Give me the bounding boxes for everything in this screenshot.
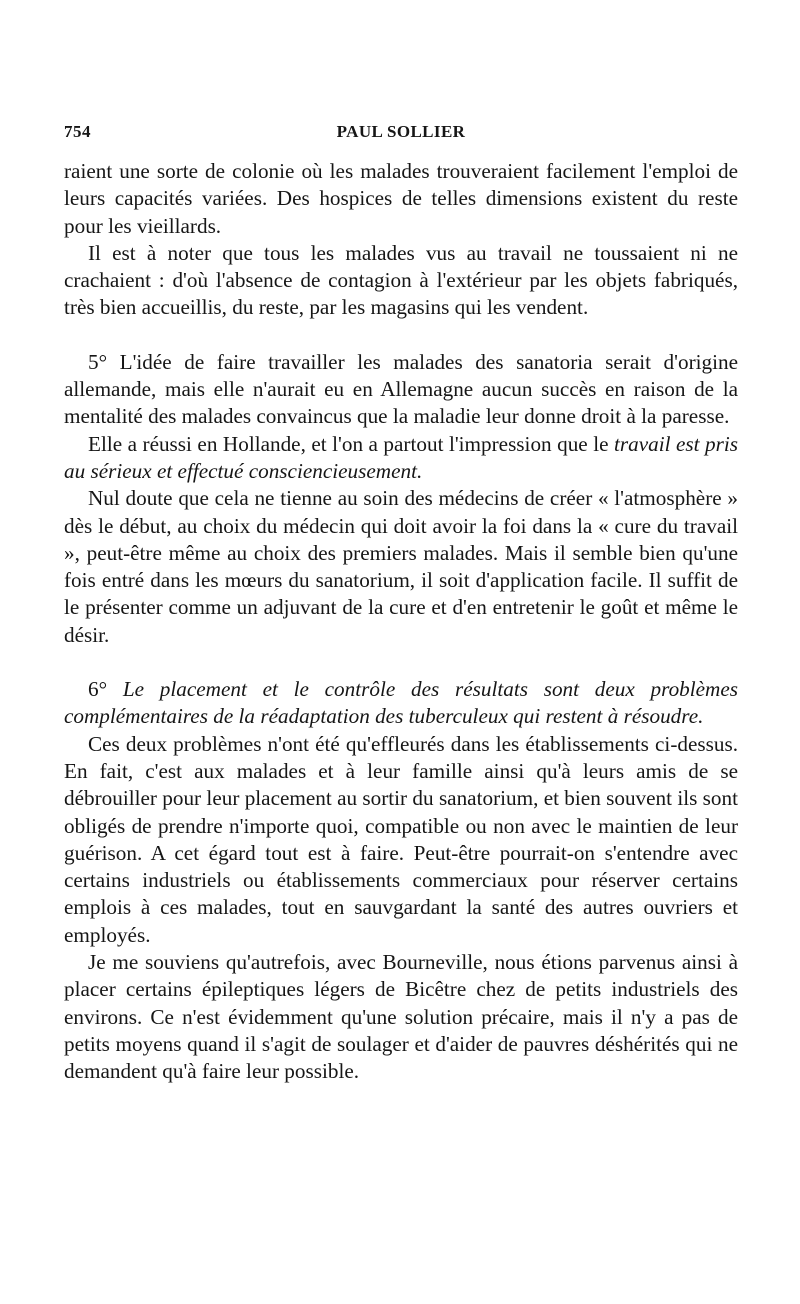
section-gap [64,322,738,349]
paragraph-holland [64,431,738,486]
holland-lead-text: Elle a réussi en Hollande, et l'on a partout l'impression que le [88,431,609,456]
paragraph-section-5: 5° L'idée de faire travailler les malades des sanatoria serait d'origine allemande, mais elle n'aurait eu en Allemagne aucun succès en raison de la mentalité des malades convaincus que la maladie leur donne droit à la paresse. [64,349,738,429]
body-text [64,158,738,1086]
running-title: PAUL SOLLIER [336,122,466,141]
paragraph-continued: raient une sorte de colonie où les malades trouveraient facilement l'emploi de leurs capacités variées. Des hospices de telles dimensions existent du reste pour les vieillards. [64,159,738,238]
section-6-number: 6° [88,677,108,702]
running-head [64,122,738,146]
paragraph-section-6-heading [64,676,738,731]
holland-italic-text: travail est pris au sérieux et effectué consciencieusement. [64,431,738,483]
paragraph-bourneville: Je me souviens qu'autrefois, avec Bourneville, nous étions parvenus ainsi à placer certains épileptiques légers de Bicêtre chez de petits industriels des environs. Ce n'est évidemment qu'une solution précaire, mais il n'y a pas de petits moyens quand il s'agit de soulager et d'aider de pauvres déshérités qui ne demandent qu'à faire leur possible. [64,950,738,1084]
paragraph-contagion: Il est à noter que tous les malades vus au travail ne toussaient ni ne crachaient : d'où l'absence de contagion à l'extérieur par les objets fabriqués, très bien accueillis, du reste, par les magasins qui les vendent. [64,240,738,320]
paragraph-atmosphere: Nul doute que cela ne tienne au soin des médecins de créer « l'atmosphère » dès le début, au choix du médecin qui doit avoir la foi dans la « cure du travail », peut-être même au choix des premiers malades. Mais il semble bien qu'une fois entré dans les mœurs du sanatorium, il soit d'application facile. Il suffit de le présenter comme un adjuvant de la cure et d'en entretenir le goût et même le désir. [64,486,738,647]
paragraph-placement: Ces deux problèmes n'ont été qu'effleurés dans les établissements ci-dessus. En fait, c'est aux malades et à leur famille ainsi qu'à leurs amis de se débrouiller pour leur placement au sortir du sanatorium, et bien souvent ils sont obligés de prendre n'importe quoi, compatible ou non avec le maintien de leur guérison. A cet égard tout est à faire. Peut-être pourrait-on s'entendre avec certains industriels ou établissements commerciaux pour réserver certains emplois à ces malades, tout en sauvgardant la santé des autres ouvriers et employés. [64,731,738,947]
section-gap [64,649,738,676]
section-6-italic-text: Le placement et le contrôle des résultats sont deux problèmes complémentaires de la réadaptation des tuberculeux qui restent à résoudre. [64,677,738,729]
page-number: 754 [64,122,91,141]
